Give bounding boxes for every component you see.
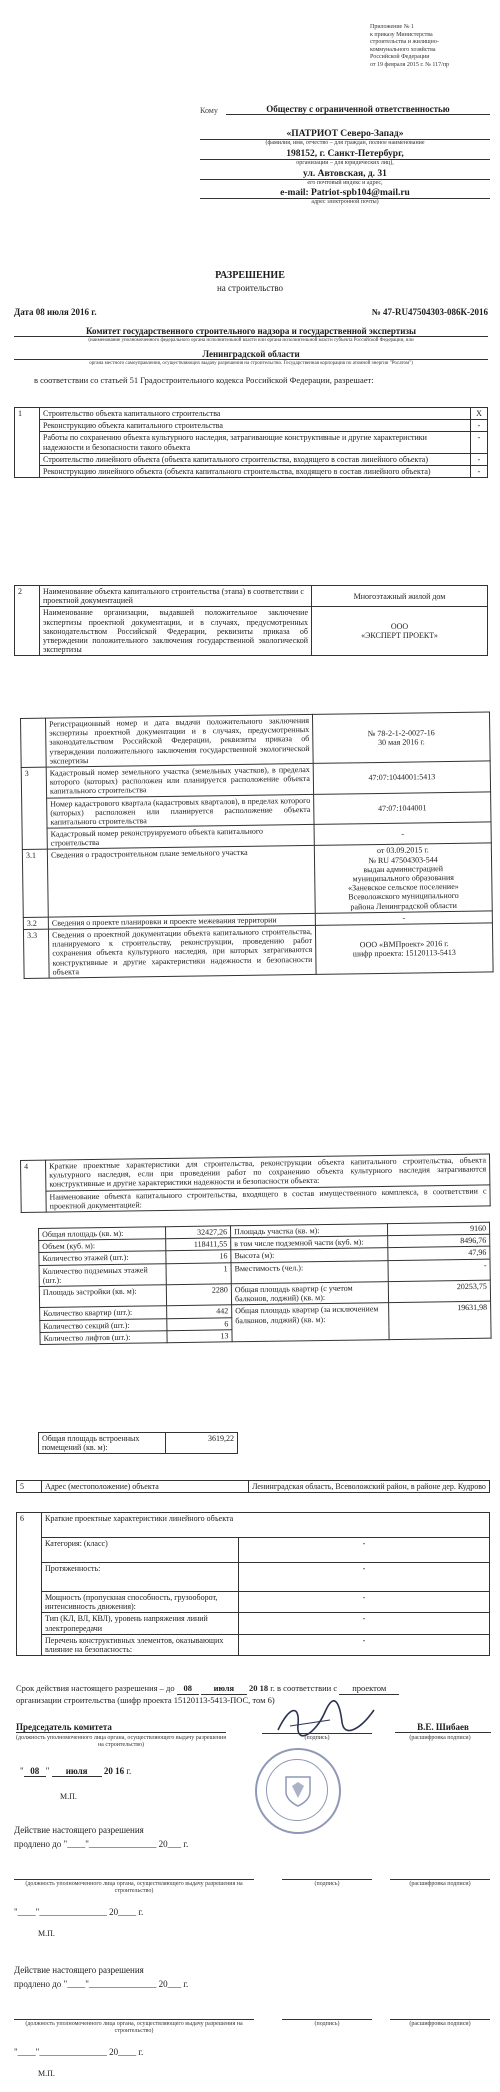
section1-item-mark: X <box>471 408 488 420</box>
section2-reg-label: Регистрационный номер и дата выдачи положительного заключения экспертизы проектной документации и в случаях, предусмотренных законодательством Российской Федерации, реквизиты приказа об утверждении положительного заключения государственной экологической экспертизы <box>46 714 314 767</box>
section1-item-text: Работы по сохранению объекта культурного наследия, затрагивающие конструктивные и другие характеристики надежности и безопасности такого объекта <box>40 432 471 453</box>
extension1-prefix: продлено до <box>14 1839 62 1849</box>
section33-label: Сведения о проектной документации объекта капитального строительства, планируемого к строительству, реконструкции, проведению работ сохранения объекта культурного наследия, при которых затрагиваются конструктивные и другие характеристики надежности и безопасности объекта <box>48 925 316 978</box>
hint-signer-position: (должность уполномоченного лица органа, осуществляющего выдачу разрешения на строительство) <box>16 1735 226 1748</box>
linear-value: - <box>239 1538 490 1563</box>
linear-row <box>17 1634 490 1655</box>
section1-item-mark: - <box>471 453 488 465</box>
linear-label: Протяженность: <box>42 1563 239 1592</box>
linear-row <box>17 1538 490 1563</box>
section1-item-mark: - <box>471 420 488 432</box>
signature-date-month: июля <box>52 1766 102 1777</box>
section3-table <box>20 711 494 978</box>
linear-row <box>17 1613 490 1634</box>
characteristic-label: Количество подземных этажей (шт.): <box>39 1263 166 1286</box>
hint-email: адрес электронной почты) <box>311 199 379 206</box>
section33-value-line: шифр проекта: 15120113-5413 <box>352 947 456 959</box>
section4-number: 4 <box>21 1160 47 1212</box>
authority-region: Ленинградской области <box>14 349 488 360</box>
issue-date: Дата 08 июля 2016 г. <box>14 307 97 317</box>
extension2-label: Действие настоящего разрешения <box>14 1965 144 1975</box>
issue-number: № 47-RU47504303-086К-2016 <box>371 307 488 317</box>
mp-label: М.П. <box>60 1792 77 1801</box>
section2-org-label: Наименование организации, выдавшей положительное заключение экспертизы проектной документации, и в случаях, предусмотренных законодательством Российской Федерации, реквизиты приказа об утверждении положительного заключения государственной экологической экспертизы <box>40 607 312 656</box>
hint-person: (фамилия, имя, отчество – для граждан, полное наименование <box>265 140 425 147</box>
signature-date: " 08 " июля 20 16 г. <box>20 1766 132 1776</box>
section31-number: 3.1 <box>22 850 48 918</box>
characteristic-value: 6 <box>167 1317 232 1330</box>
characteristic-value: 16 <box>166 1250 231 1263</box>
section6-header: Краткие проектные характеристики линейного объекта <box>42 1513 490 1538</box>
section32-number: 3.2 <box>23 917 48 930</box>
linear-label: Перечень конструктивных элементов, оказывающих влияние на безопасность: <box>42 1634 239 1655</box>
extension2-position-line <box>14 2019 254 2020</box>
appendix-line: Российской Федерации <box>370 54 430 60</box>
section2-reg-value-line: № 78-2-1-2-0027-16 <box>367 727 435 738</box>
section3-cad-value: 47:07:1044001:5413 <box>313 761 490 794</box>
extension2-blank-date: "____"_______________ 20___ г. <box>63 1979 189 1989</box>
linear-label: Тип (КЛ, ВЛ, КВЛ), уровень напряжения линий электропередачи <box>42 1613 239 1634</box>
section2-name-label: Наименование объекта капитального строительства (этапа) в соответствии с проектной документацией <box>40 586 312 607</box>
extension2-date-line: "____"_______________ 20____ г. <box>14 2047 144 2057</box>
document-subtitle: на строительство <box>216 283 284 293</box>
section5-table <box>16 1480 490 1493</box>
hint-post: его почтовый индекс и адрес, <box>307 179 383 186</box>
extension2-hint-position: (должность уполномоченного лица органа, осуществляющего выдачу разрешения на строительство) <box>25 2021 243 2034</box>
document-title: РАЗРЕШЕНИЕ <box>215 270 285 281</box>
validity-day: 08 <box>177 1684 199 1695</box>
section1-row <box>15 453 488 465</box>
characteristic-value: 118411,55 <box>166 1238 231 1251</box>
section2-table <box>14 585 488 656</box>
section2-org-value <box>312 607 488 656</box>
appendix-line: Приложение № 1 <box>370 24 414 30</box>
coat-of-arms-icon <box>282 1774 314 1808</box>
extension1-position-line <box>14 1879 254 1880</box>
section5-number: 5 <box>17 1481 42 1493</box>
characteristic-label: Количество квартир (шт.): <box>40 1306 167 1320</box>
hint-signer-name: (расшифровка подписи) <box>409 1735 471 1741</box>
section3-quarter-label: Номер кадастрового квартала (кадастровых кварталов), в пределах которого (которых) расположен или планируется расположение объекта капитального строительства <box>47 794 314 828</box>
characteristics-row <box>39 1433 238 1454</box>
authority-hint: (наименование уполномоченного федерального органа исполнительной власти или органа исполнительной власти субъекта Российской Федерации, или <box>88 338 414 343</box>
linear-value: - <box>239 1634 490 1655</box>
signer-position: Председатель комитета <box>16 1722 226 1733</box>
addressee-city: 198152, г. Санкт-Петербург, <box>200 149 490 160</box>
characteristic-label: Площадь участка (кв. м): <box>230 1224 387 1238</box>
section31-value-line: Всеволожского муниципального <box>348 891 459 902</box>
extension2-mp: М.П. <box>38 2069 55 2078</box>
seal-stamp <box>255 1748 341 1834</box>
section32-value: - <box>315 911 492 926</box>
section4-header: Краткие проектные характеристики для строительства, реконструкции объекта капитального строительства, объекта культурного наследия, если при проведении работ по сохранению объекта культурного наследия затрагиваются конструктивные и другие характеристики надежности и безопасности объекта: <box>46 1154 490 1191</box>
section31-value-line: района Ленинградской области <box>350 900 457 911</box>
signer-name: В.Е. Шибаев <box>395 1722 491 1733</box>
section1-item-text: Реконструкцию объекта капитального строительства <box>40 420 471 432</box>
validity-month: июля <box>201 1684 247 1695</box>
linear-value: - <box>239 1563 490 1592</box>
addressee-org-line1: Обществу с ограниченной ответственностью <box>226 104 490 115</box>
characteristic-label: Количество этажей (шт.): <box>39 1251 166 1265</box>
extension1-label: Действие настоящего разрешения <box>14 1825 144 1835</box>
section3-cad-label: Кадастровый номер земельного участка (земельных участков), в пределах которого (которых) расположен или планируется расположение объекта капитального строительства <box>46 763 313 797</box>
signature-date-year: 20 16 <box>103 1766 125 1776</box>
section2-reg-value-line: 30 мая 2016 г. <box>378 737 425 747</box>
extension2-sign-line <box>282 2019 372 2020</box>
section33-value-line: ООО «ВМПроект» 2016 г. <box>359 938 449 949</box>
hint-signature: (подпись) <box>304 1735 330 1741</box>
extension1-hint-position: (должность уполномоченного лица органа, осуществляющего выдачу разрешения на строительство) <box>25 1881 243 1894</box>
extension2-hint-sign: (подпись) <box>314 2021 340 2027</box>
characteristic-value: 19631,98 <box>389 1302 492 1340</box>
section4-characteristics-table <box>38 1222 492 1345</box>
extension2-prefix: продлено до <box>14 1979 62 1989</box>
signature-date-suffix: г. <box>126 1766 132 1776</box>
extension1-name-line <box>390 1879 490 1880</box>
characteristic-label: Количество лифтов (шт.): <box>40 1330 167 1344</box>
addressee-org-name: «ПАТРИОТ Северо-Запад» <box>200 129 490 140</box>
section4-subheader: Наименование объекта капитального строительства, входящего в состав имущественного комплекса, в соответствии с проектной документацией: <box>46 1185 490 1213</box>
section4-header-table <box>20 1153 491 1212</box>
extension2-hint-name: (расшифровка подписи) <box>409 2021 471 2027</box>
characteristic-label: Объем (куб. м): <box>39 1239 166 1253</box>
characteristic-label: Общая площадь квартир (за исключением балконов, лоджий) (кв. м): <box>232 1303 389 1342</box>
appendix-note <box>370 24 498 69</box>
characteristic-value: 442 <box>167 1305 232 1318</box>
section32-label: Сведения о проекте планировки и проекте межевания территории <box>48 913 315 929</box>
characteristic-label: в том числе подземной части (куб. м): <box>231 1236 388 1250</box>
section1-row <box>15 465 488 477</box>
section2-org-value-line: ООО <box>390 622 409 632</box>
characteristic-value: 2280 <box>166 1284 231 1306</box>
extension2-name-line <box>390 2019 490 2020</box>
handwritten-signature <box>270 1700 380 1740</box>
extension2-date-row <box>14 1979 188 1989</box>
addressee-street: ул. Автовская, д. 31 <box>200 169 490 180</box>
section2-number: 2 <box>15 586 40 656</box>
linear-value: - <box>239 1613 490 1634</box>
appendix-line: строительства и жилищно- <box>370 39 439 45</box>
section1-item-mark: - <box>471 432 488 453</box>
section1-row <box>15 420 488 432</box>
extension1-date-row <box>14 1839 188 1849</box>
section31-value-line: выдан администрацией <box>363 863 444 875</box>
characteristic-label: Площадь застройки (кв. м): <box>39 1285 166 1308</box>
section31-value-line: № RU 47504303-544 <box>368 854 438 865</box>
linear-label: Категория: (класс) <box>42 1538 239 1563</box>
characteristic-label: Количество секций (шт.): <box>40 1318 167 1332</box>
linear-row <box>17 1592 490 1613</box>
characteristic-label: Высота (м): <box>231 1248 388 1262</box>
linear-label: Мощность (пропускная способность, грузооборот, интенсивность движения): <box>42 1592 239 1613</box>
section1-item-text: Строительство линейного объекта (объекта капитального строительства, входящего в состав линейного объекта) <box>40 453 471 465</box>
section2-name-value: Многоэтажный жилой дом <box>312 586 488 607</box>
section33-value <box>315 923 493 974</box>
extension1-mp: М.П. <box>38 1929 55 1938</box>
section1-item-text: Строительство объекта капитального строительства <box>40 408 471 420</box>
section5-label: Адрес (местоположение) объекта <box>42 1481 249 1493</box>
section33-number: 3.3 <box>23 929 49 978</box>
characteristic-value: 47,96 <box>388 1247 490 1261</box>
validity-tail: проектом <box>339 1684 399 1695</box>
characteristic-value: 8496,76 <box>388 1234 490 1248</box>
validity-year: 20 18 <box>249 1683 269 1693</box>
validity-suffix: г. в соответствии с <box>270 1683 338 1693</box>
characteristic-label: Общая площадь квартир (с учетом балконов, лоджий) (кв. м): <box>231 1282 388 1306</box>
signature-date-day: 08 <box>24 1766 46 1777</box>
section3-number: 3 <box>21 767 47 850</box>
characteristic-label: Вместимость (чел.): <box>231 1260 388 1284</box>
sections-1-2-table <box>14 407 488 478</box>
extension1-date-line: "____"_______________ 20____ г. <box>14 1907 144 1917</box>
section1-row <box>15 432 488 453</box>
section1-number: 1 <box>15 408 40 478</box>
section31-label: Сведения о градостроительном плане земельного участка <box>47 846 315 917</box>
section3-recon-value: - <box>314 822 491 846</box>
characteristic-value: 9160 <box>387 1222 489 1236</box>
section31-value-line: от 03.09.2015 г. <box>376 845 429 856</box>
appendix-line: от 19 февраля 2015 г. № 117/пр <box>370 61 450 68</box>
characteristic-label: Общая площадь встроенных помещений (кв. м): <box>39 1433 166 1454</box>
characteristic-value: 1 <box>166 1262 231 1284</box>
section2-reg-value <box>312 712 490 763</box>
section6-number: 6 <box>17 1513 42 1656</box>
characteristic-value: 13 <box>167 1329 232 1342</box>
section5-value: Ленинградская область, Всеволожский район, в районе дер. Кудрово <box>249 1481 490 1493</box>
section2-org-value-line: «ЭКСПЕРТ ПРОЕКТ» <box>361 631 438 641</box>
section31-value-line: «Заневское сельское поселение» <box>348 882 459 893</box>
to-label: Кому <box>200 106 218 116</box>
section3-quarter-value: 47:07:1044001 <box>314 791 491 824</box>
section4-continued-table <box>38 1432 238 1454</box>
characteristic-label: Общая площадь (кв. м): <box>39 1227 166 1241</box>
characteristic-value: 3619,22 <box>166 1433 238 1454</box>
extension1-hint-sign: (подпись) <box>314 1881 340 1887</box>
section31-value <box>314 843 492 913</box>
authority-hint-2: органа местного самоуправления, осуществляющих выдачу разрешения на строительство. Государственная корпорация по атомной энергии "Росатом") <box>89 361 413 366</box>
addressee-block <box>200 104 490 206</box>
linear-row <box>17 1563 490 1592</box>
appendix-line: к приказу Министерства <box>370 31 433 38</box>
preamble: в соответствии со статьей 51 Градостроительного кодекса Российской Федерации, разрешает: <box>34 375 374 385</box>
section1-row <box>15 408 488 420</box>
characteristic-value: 32427,26 <box>165 1226 230 1239</box>
section6-table <box>16 1512 490 1656</box>
validity-line-1 <box>16 1684 490 1695</box>
appendix-line: коммунального хозяйства <box>370 46 436 53</box>
validity-prefix: Срок действия настоящего разрешения – до <box>16 1683 175 1693</box>
characteristic-value: 20253,75 <box>388 1280 490 1303</box>
section3-recon-label: Кадастровый номер реконструируемого объекта капитального строительства <box>47 824 314 849</box>
section1-item-mark: - <box>471 465 488 477</box>
extension1-hint-name: (расшифровка подписи) <box>409 1881 471 1887</box>
section31-value-line: муниципального образования <box>352 872 454 884</box>
authority-name: Комитет государственного строительного надзора и государственной экспертизы <box>14 326 488 337</box>
linear-value: - <box>239 1592 490 1613</box>
section1-item-text: Реконструкцию линейного объекта (объекта капитального строительства, входящего в состав линейного объекта) <box>40 465 471 477</box>
extension1-sign-line <box>282 1879 372 1880</box>
addressee-email: e-mail: Patriot-spb104@mail.ru <box>200 188 490 199</box>
extension1-blank-date: "____"_______________ 20___ г. <box>63 1839 189 1849</box>
validity-line-2: организации строительства (шифр проекта 15120113-5413-ПОС, том 6) <box>16 1695 275 1705</box>
characteristic-value: - <box>388 1259 490 1282</box>
hint-org: организации – для юридических лиц), <box>296 159 394 166</box>
